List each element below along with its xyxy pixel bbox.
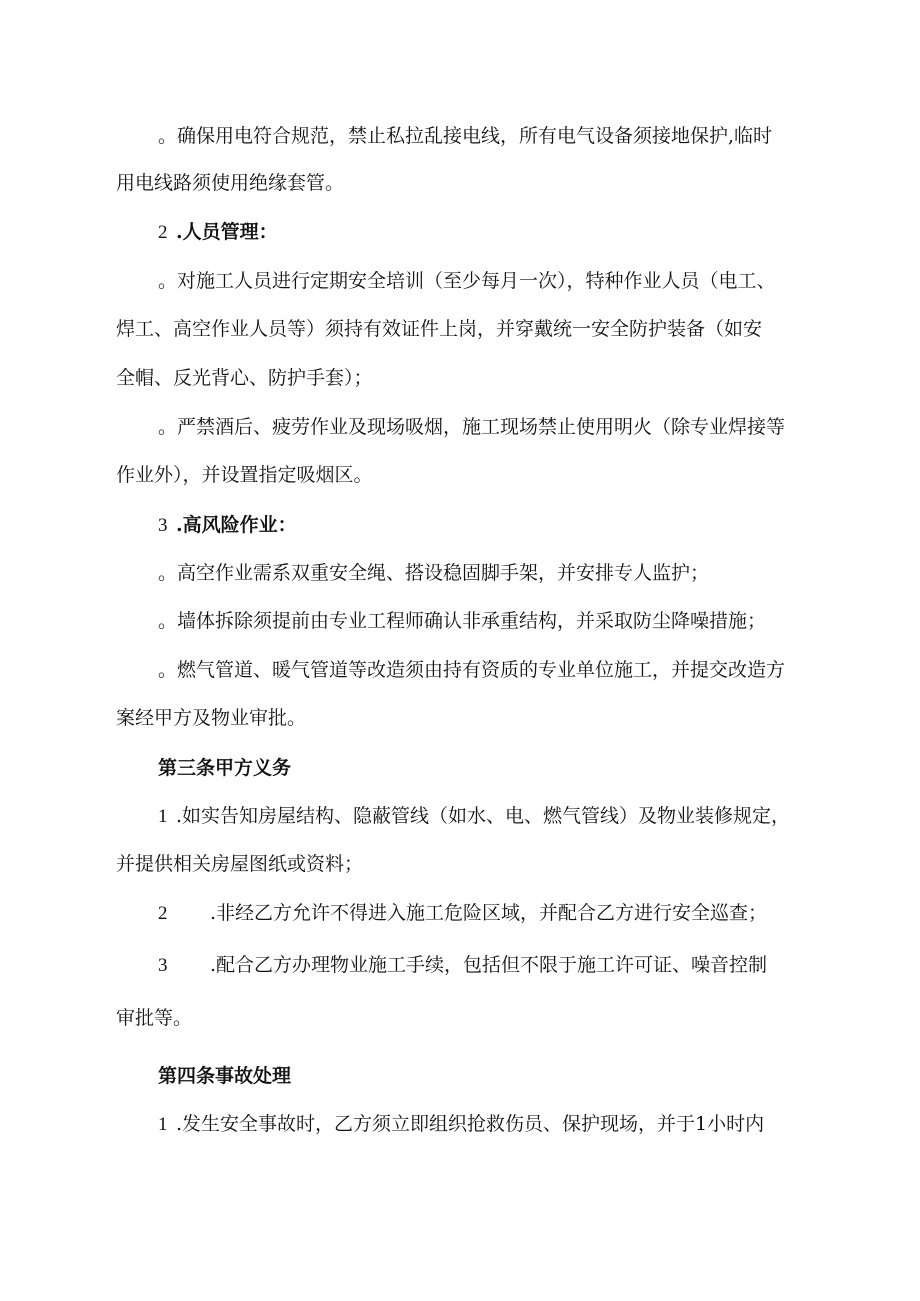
- article-heading: 第三条甲方义务: [158, 757, 292, 779]
- paragraph-line: 全帽、反光背心、防护手套）；: [116, 367, 373, 389]
- paragraph-line: 。对施工人员进行定期安全培训（至少每月一次），特种作业人员（电工、: [158, 270, 776, 292]
- paragraph-line: 案经甲方及物业审批。: [116, 707, 307, 729]
- paragraph-line: 用电线路须使用绝缘套管。: [116, 172, 345, 194]
- paragraph-line: 。高空作业需系双重安全绳、搭设稳固脚手架，并安排专人监护；: [158, 562, 710, 584]
- item-number: 3: [158, 955, 168, 976]
- paragraph-line: 。墙体拆除须提前由专业工程师确认非承重结构，并采取防尘降噪措施；: [158, 610, 767, 632]
- paragraph-line: 。燃气管道、暖气管道等改造须由持有资质的专业单位施工，并提交改造方: [158, 659, 786, 681]
- paragraph-line: 审批等。: [116, 1007, 193, 1029]
- list-item-line: [158, 900, 767, 927]
- section-heading: [158, 512, 297, 539]
- paragraph-line: 。确保用电符合规范，禁止私拉乱接电线，所有电气设备须接地保护,临时: [158, 125, 773, 147]
- item-text: .非经乙方允许不得进入施工危险区域，并配合乙方进行安全巡查；: [210, 902, 768, 924]
- item-number: 1: [158, 1114, 168, 1135]
- heading-text: .高风险作业：: [176, 514, 297, 536]
- list-item-line: [158, 952, 767, 979]
- item-text: .配合乙方办理物业施工手续，包括但不限于施工许可证、噪音控制: [210, 954, 768, 976]
- item-text: .发生安全事故时，乙方须立即组织抢救伤员、保护现场，并于1小时内: [176, 1113, 765, 1135]
- item-number: 2: [158, 222, 168, 243]
- list-item-line: [158, 1111, 764, 1138]
- paragraph-line: 。严禁酒后、疲劳作业及现场吸烟，施工现场禁止使用明火（除专业焊接等: [158, 416, 786, 438]
- paragraph-line: 作业外），并设置指定吸烟区。: [116, 464, 373, 486]
- paragraph-line: 焊工、高空作业人员等）须持有效证件上岗，并穿戴统一安全防护装备（如安: [116, 318, 763, 340]
- item-number: 2: [158, 903, 168, 924]
- list-item-line: [158, 803, 790, 830]
- item-number: 1: [158, 806, 168, 827]
- section-heading: [158, 219, 278, 246]
- heading-text: .人员管理：: [176, 221, 278, 243]
- article-heading: 第四条事故处理: [158, 1065, 292, 1087]
- paragraph-line: 并提供相关房屋图纸或资料；: [116, 853, 364, 875]
- item-number: 3: [158, 515, 168, 536]
- item-text: .如实告知房屋结构、隐蔽管线（如水、电、燃气管线）及物业装修规定，: [176, 805, 791, 827]
